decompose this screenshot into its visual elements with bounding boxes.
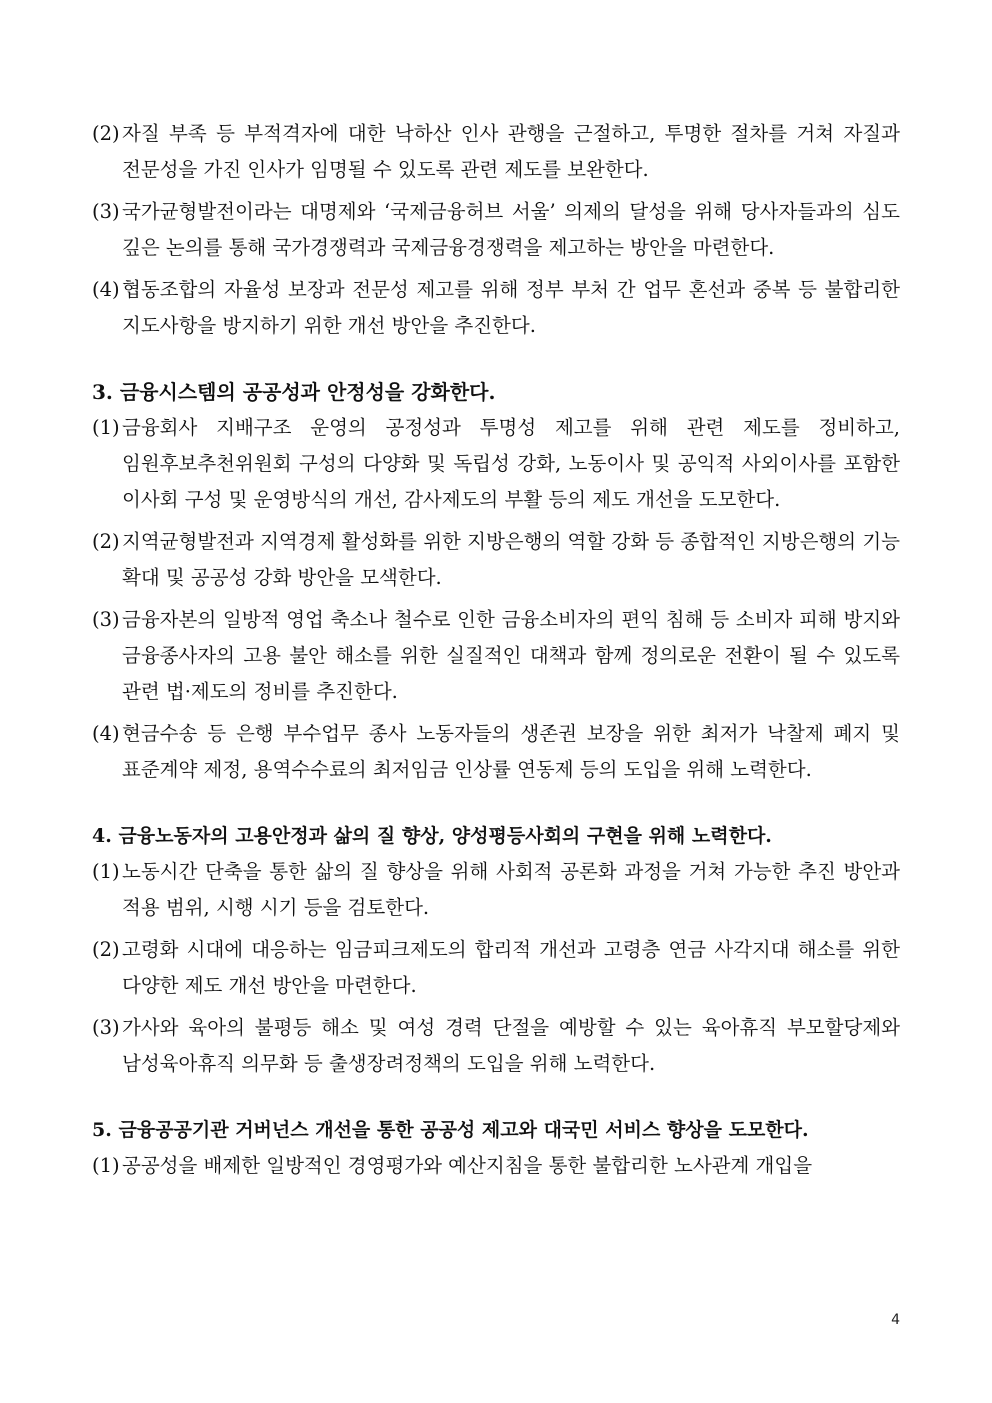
section-heading: 4. 금융노동자의 고용안정과 삶의 질 향상, 양성평등사회의 구현을 위해 노력한다. [92, 825, 772, 847]
list-item [92, 524, 900, 596]
item-number: (2) [92, 530, 120, 553]
item-number: (3) [92, 1016, 120, 1039]
section-heading: 5. 금융공공기관 거버넌스 개선을 통한 공공성 제고와 대국민 서비스 향상을 도모한다. [92, 1119, 809, 1141]
item-number: (3) [92, 200, 120, 223]
list-item [92, 116, 900, 188]
item-number: (1) [92, 416, 120, 439]
page-number: 4 [891, 1312, 900, 1328]
item-text: 고령화 시대에 대응하는 임금피크제도의 합리적 개선과 고령층 연금 사각지대 해소를 위한 다양한 제도 개선 방안을 마련한다. [122, 938, 900, 997]
item-number: (1) [92, 860, 120, 883]
list-item [92, 194, 900, 266]
item-text: 현금수송 등 은행 부수업무 종사 노동자들의 생존권 보장을 위한 최저가 낙찰제 폐지 및 표준계약 제정, 용역수수료의 최저임금 인상률 연동제 등의 도입을 위해 노력한다. [122, 722, 900, 781]
item-text: 지역균형발전과 지역경제 활성화를 위한 지방은행의 역할 강화 등 종합적인 지방은행의 기능 확대 및 공공성 강화 방안을 모색한다. [122, 530, 900, 589]
list-item [92, 602, 900, 710]
item-number: (1) [92, 1154, 120, 1177]
item-text: 협동조합의 자율성 보장과 전문성 제고를 위해 정부 부처 간 업무 혼선과 중복 등 불합리한 지도사항을 방지하기 위한 개선 방안을 추진한다. [122, 278, 900, 337]
list-item [92, 272, 900, 344]
document-body [92, 116, 900, 1184]
item-text: 노동시간 단축을 통한 삶의 질 향상을 위해 사회적 공론화 과정을 거쳐 가능한 추진 방안과 적용 범위, 시행 시기 등을 검토한다. [122, 860, 900, 919]
list-item [92, 1010, 900, 1082]
item-text: 가사와 육아의 불평등 해소 및 여성 경력 단절을 예방할 수 있는 육아휴직 부모할당제와 남성육아휴직 의무화 등 출생장려정책의 도입을 위해 노력한다. [122, 1016, 900, 1075]
item-text: 금융자본의 일방적 영업 축소나 철수로 인한 금융소비자의 편익 침해 등 소비자 피해 방지와 금융종사자의 고용 불안 해소를 위한 실질적인 대책과 함께 정의로운 전환이 될 수 있도록 관련 법·제도의 정비를 추진한다. [122, 608, 900, 703]
item-text: 공공성을 배제한 일방적인 경영평가와 예산지침을 통한 불합리한 노사관계 개입을 [122, 1154, 813, 1177]
item-number: (4) [92, 722, 120, 745]
item-text: 금융회사 지배구조 운영의 공정성과 투명성 제고를 위해 관련 제도를 정비하고, 임원후보추천위원회 구성의 다양화 및 독립성 강화, 노동이사 및 공익적 사외이사를 포함한 이사회 구성 및 운영방식의 개선, 감사제도의 부활 등의 제도 개선을 도모한다. [122, 416, 900, 511]
item-number: (3) [92, 608, 120, 631]
list-item [92, 1148, 900, 1184]
item-text: 자질 부족 등 부적격자에 대한 낙하산 인사 관행을 근절하고, 투명한 절차를 거쳐 자질과 전문성을 가진 인사가 임명될 수 있도록 관련 제도를 보완한다. [122, 122, 900, 181]
item-number: (4) [92, 278, 120, 301]
list-item [92, 854, 900, 926]
item-number: (2) [92, 122, 120, 145]
section-heading: 3. 금융시스템의 공공성과 안정성을 강화한다. [92, 380, 496, 404]
item-text: 국가균형발전이라는 대명제와 ‘국제금융허브 서울’ 의제의 달성을 위해 당사자들과의 심도 깊은 논의를 통해 국가경쟁력과 국제금융경쟁력을 제고하는 방안을 마련한다. [122, 200, 900, 259]
item-number: (2) [92, 938, 120, 961]
list-item [92, 716, 900, 788]
list-item [92, 932, 900, 1004]
list-item [92, 410, 900, 518]
